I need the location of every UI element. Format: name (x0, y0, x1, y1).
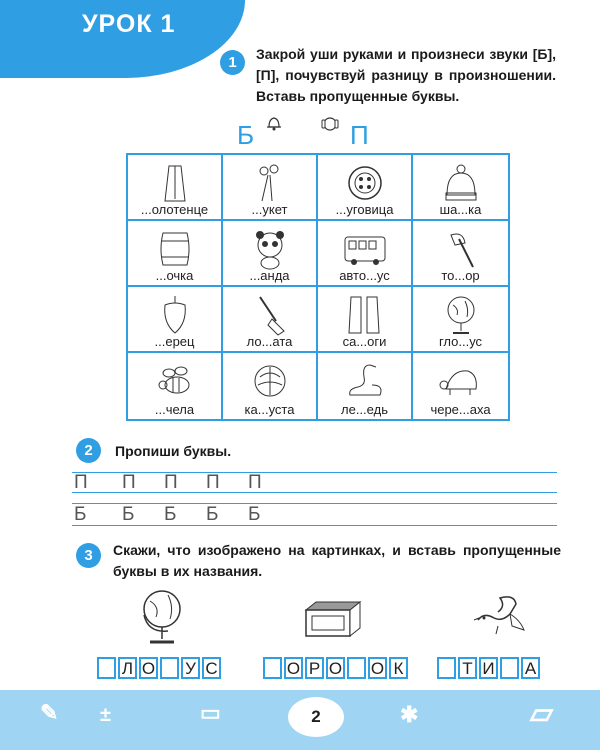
copy-lines (72, 470, 557, 530)
copy-letter-b: Б (164, 504, 177, 525)
swan-icon (342, 359, 388, 404)
letter-box: Л (118, 657, 137, 679)
letter-box[interactable] (500, 657, 519, 679)
letter-decor-icon: ▱ (530, 697, 554, 730)
letter-box[interactable] (263, 657, 282, 679)
copy-letter-p: П (164, 472, 178, 493)
cell-word: ...ерец (154, 334, 195, 349)
cell-word: гло...ус (438, 334, 483, 349)
letter-box: Т (458, 657, 477, 679)
pencil-icon: ✎ (40, 700, 59, 725)
guide-line (72, 472, 557, 473)
guide-line (72, 492, 557, 493)
letter-box: О (284, 657, 303, 679)
shovel-icon (250, 293, 290, 338)
bell-icon (265, 114, 283, 132)
cell-word: ...анда (249, 268, 290, 283)
page-number: 2 (288, 697, 344, 737)
barrel-icon (155, 227, 195, 272)
word-table (126, 153, 510, 421)
hat-icon (441, 161, 481, 206)
globe-icon (441, 293, 481, 338)
letter-box: Р (305, 657, 324, 679)
table-cell (318, 221, 413, 287)
task2-instruction: Пропиши буквы. (115, 443, 232, 459)
panda-icon (250, 227, 290, 272)
table-cell (223, 287, 318, 353)
globe-icon (138, 585, 188, 647)
table-cell (318, 155, 413, 221)
table-cell (413, 287, 508, 353)
lesson-badge (0, 0, 245, 78)
lesson-title: УРОК 1 (82, 10, 176, 38)
copy-letter-b: Б (206, 504, 219, 525)
bouquet-icon (250, 161, 290, 206)
cell-word: чере...аха (430, 402, 491, 417)
guide-line (72, 503, 557, 504)
bus-icon (342, 227, 388, 272)
letter-box: О (139, 657, 158, 679)
cell-word: ло...ата (246, 334, 293, 349)
table-cell (413, 155, 508, 221)
table-cell (223, 155, 318, 221)
turtle-icon (438, 359, 484, 404)
axe-icon (441, 227, 481, 272)
letter-box: К (389, 657, 408, 679)
plus-minus-icon: ± (100, 704, 111, 726)
table-cell (318, 353, 413, 419)
letter-box[interactable] (437, 657, 456, 679)
copy-letter-p: П (74, 472, 88, 493)
guide-line (72, 525, 557, 526)
letter-box: У (181, 657, 200, 679)
ears-covered-icon (320, 114, 340, 132)
letter-box[interactable] (347, 657, 366, 679)
table-cell (413, 353, 508, 419)
task2-number: 2 (76, 438, 101, 463)
cell-word: ...чела (154, 402, 195, 417)
table-cell (318, 287, 413, 353)
book-icon: ▭ (200, 700, 221, 725)
task1-number: 1 (220, 50, 245, 75)
cell-word: авто...ус (339, 268, 390, 283)
letter-box: О (368, 657, 387, 679)
letter-box: С (202, 657, 221, 679)
star-icon: ✱ (400, 702, 419, 727)
button-icon (345, 161, 385, 206)
cabbage-icon (250, 359, 290, 404)
letter-box[interactable] (97, 657, 116, 679)
cell-word: ...укет (251, 202, 288, 217)
table-cell (128, 221, 223, 287)
table-cell (223, 353, 318, 419)
cell-word: то...ор (441, 268, 480, 283)
letter-box[interactable] (160, 657, 179, 679)
cell-word: ка...уста (244, 402, 295, 417)
copy-letter-p: П (248, 472, 262, 493)
table-cell (128, 287, 223, 353)
word-boxes-globe (97, 657, 223, 679)
cell-word: ша...ка (439, 202, 482, 217)
letter-p: П (350, 120, 369, 150)
word-boxes-box (263, 657, 410, 679)
letter-b: Б (237, 120, 255, 150)
copy-letter-b: Б (122, 504, 135, 525)
pepper-icon (155, 293, 195, 338)
copy-letter-b: Б (74, 504, 87, 525)
boots-icon (345, 293, 385, 338)
table-cell (128, 353, 223, 419)
cell-word: ле...едь (341, 402, 388, 417)
task3-instruction: Скажи, что изображено на картинках, и вставь пропущенные буквы в их названия. (113, 542, 561, 579)
letter-box: О (326, 657, 345, 679)
bee-icon (155, 359, 195, 404)
cell-word: ...уговица (335, 202, 394, 217)
letter-box: А (521, 657, 540, 679)
word-boxes-bird (437, 657, 542, 679)
box-icon (302, 600, 364, 640)
letters-header (225, 112, 395, 152)
copy-letter-b: Б (248, 504, 261, 525)
task1-instruction: Закрой уши руками и произнеси звуки [Б], [П], почувствуй разницу в произношении. Вставь пропущенные буквы. (256, 46, 556, 104)
cell-word: ...очка (155, 268, 194, 283)
table-cell (413, 221, 508, 287)
table-cell (223, 221, 318, 287)
bird-icon (470, 590, 530, 640)
table-cell (128, 155, 223, 221)
copy-letter-p: П (206, 472, 220, 493)
letter-box: И (479, 657, 498, 679)
towel-icon (155, 161, 195, 206)
task3-number: 3 (76, 543, 101, 568)
cell-word: ...олотенце (140, 202, 209, 217)
copy-letter-p: П (122, 472, 136, 493)
cell-word: са...оги (342, 334, 387, 349)
